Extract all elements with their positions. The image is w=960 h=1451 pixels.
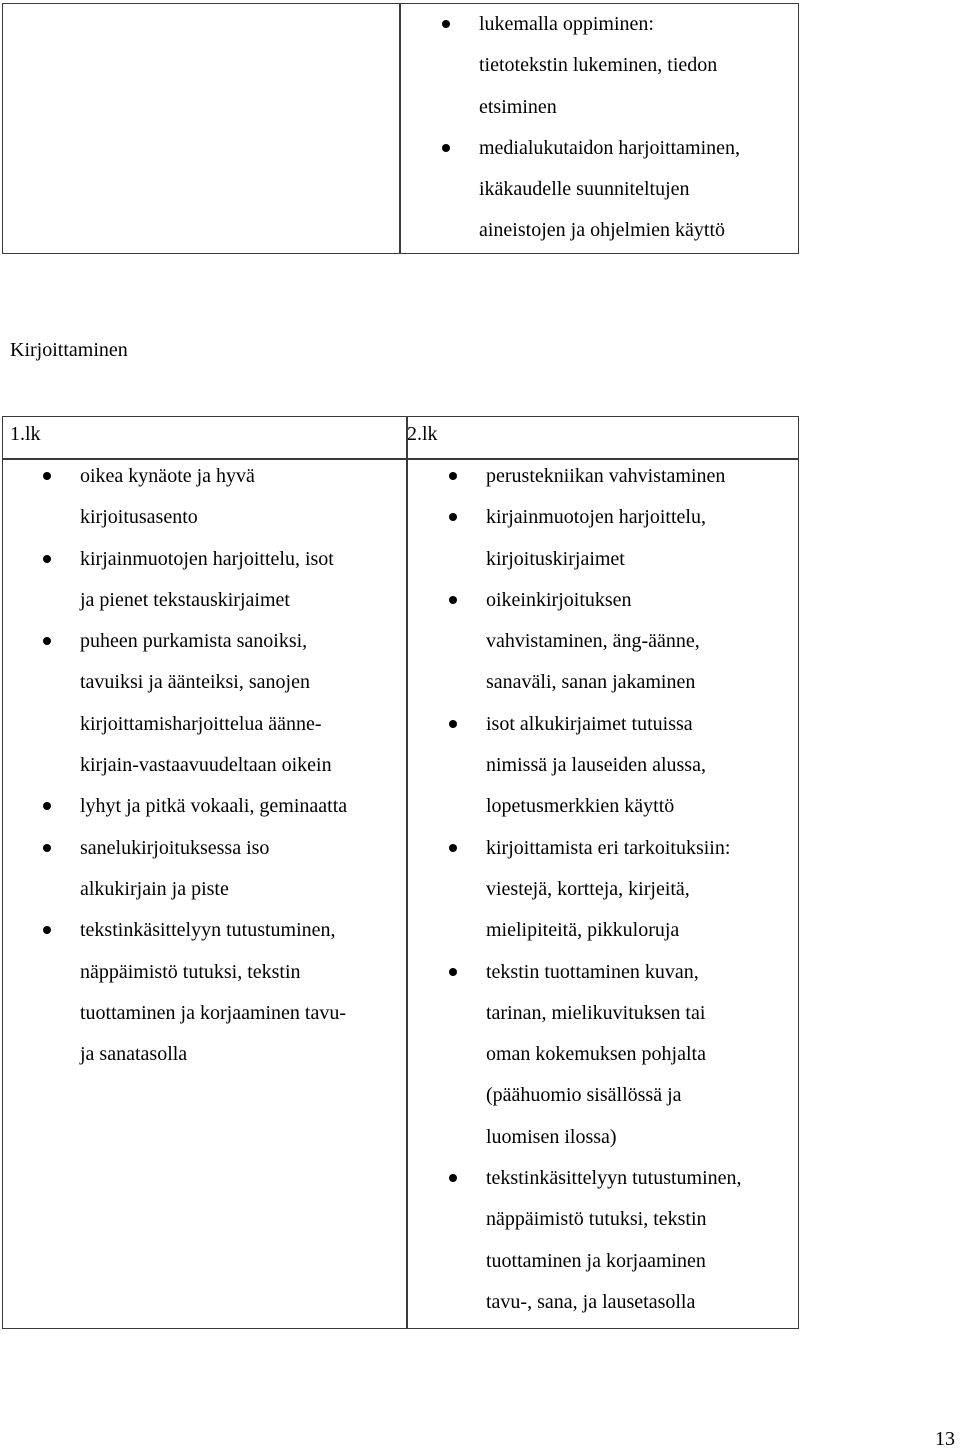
list-item xyxy=(486,704,798,828)
list-item xyxy=(479,4,797,128)
column-header-grade-1: 1.lk xyxy=(10,423,41,445)
list-item xyxy=(486,952,798,1158)
list-item xyxy=(80,786,405,827)
writing-table-cell-grade-1 xyxy=(2,458,408,1329)
column-header-grade-2: 2.lk xyxy=(407,423,438,445)
list-item-text: oikea kynäote ja hyvä kirjoitusasento xyxy=(80,465,255,529)
list-item-text: lyhyt ja pitkä vokaali, geminaatta xyxy=(80,795,348,818)
list-item-text: tekstinkäsittelyyn tutustuminen, näppäimistö tutuksi, tekstin tuottaminen ja korjaaminen tavu- ja sanatasolla xyxy=(80,919,347,1066)
list-item xyxy=(80,910,405,1075)
list-item-text: kirjainmuotojen harjoittelu, isot ja pienet tekstauskirjaimet xyxy=(80,547,334,611)
list-item xyxy=(479,128,797,252)
list-item-text: kirjoittamista eri tarkoituksiin: viestejä, kortteja, kirjeitä, mielipiteitä, pikkuloruja xyxy=(486,836,731,942)
list-item xyxy=(486,456,798,497)
list-item xyxy=(80,456,405,539)
page-number: 13 xyxy=(935,1428,955,1450)
list-item-text: oikeinkirjoituksen vahvistaminen, äng-äänne, sanaväli, sanan jakaminen xyxy=(486,588,700,694)
list-item xyxy=(486,497,798,580)
writing-table-cell-grade-2 xyxy=(406,458,799,1329)
list-item-text: medialukutaidon harjoittaminen, ikäkaudelle suunniteltujen aineistojen ja ohjelmien käyttö xyxy=(479,136,741,242)
list-item xyxy=(486,580,798,704)
list-item-text: puheen purkamista sanoiksi, tavuiksi ja äänteiksi, sanojen kirjoittamisharjoittelua äänne- kirjain-vastaavuudeltaan oikein xyxy=(80,630,332,777)
section-heading: Kirjoittaminen xyxy=(10,339,128,361)
list-item xyxy=(80,621,405,786)
top-table-left-cell xyxy=(2,3,401,254)
list-item xyxy=(486,1158,798,1323)
list-item-text: tekstin tuottaminen kuvan, tarinan, mielikuvituksen tai oman kokemuksen pohjalta (päähuomio sisällössä ja luomisen ilossa) xyxy=(486,960,706,1148)
list-item-text: perustekniikan vahvistaminen xyxy=(486,465,726,487)
writing-table-header-1 xyxy=(2,416,408,460)
list-item xyxy=(486,828,798,952)
list-item-text: kirjainmuotojen harjoittelu, kirjoituskirjaimet xyxy=(486,506,706,570)
list-item xyxy=(80,828,405,911)
list-item-text: tekstinkäsittelyyn tutustuminen, näppäimistö tutuksi, tekstin tuottaminen ja korjaaminen tavu-, sana, ja lausetasolla xyxy=(486,1167,742,1313)
writing-table-header-2 xyxy=(406,416,799,460)
top-table-right-cell xyxy=(399,3,799,254)
grade-2-list xyxy=(486,456,798,1323)
top-table-right-list xyxy=(479,4,797,252)
grade-1-list xyxy=(80,456,405,1075)
list-item-text: isot alkukirjaimet tutuissa nimissä ja lauseiden alussa, lopetusmerkkien käyttö xyxy=(486,712,706,818)
list-item xyxy=(80,539,405,622)
list-item-text: sanelukirjoituksessa iso alkukirjain ja piste xyxy=(80,836,270,900)
list-item-text: lukemalla oppiminen: tietotekstin lukeminen, tiedon etsiminen xyxy=(479,13,718,118)
